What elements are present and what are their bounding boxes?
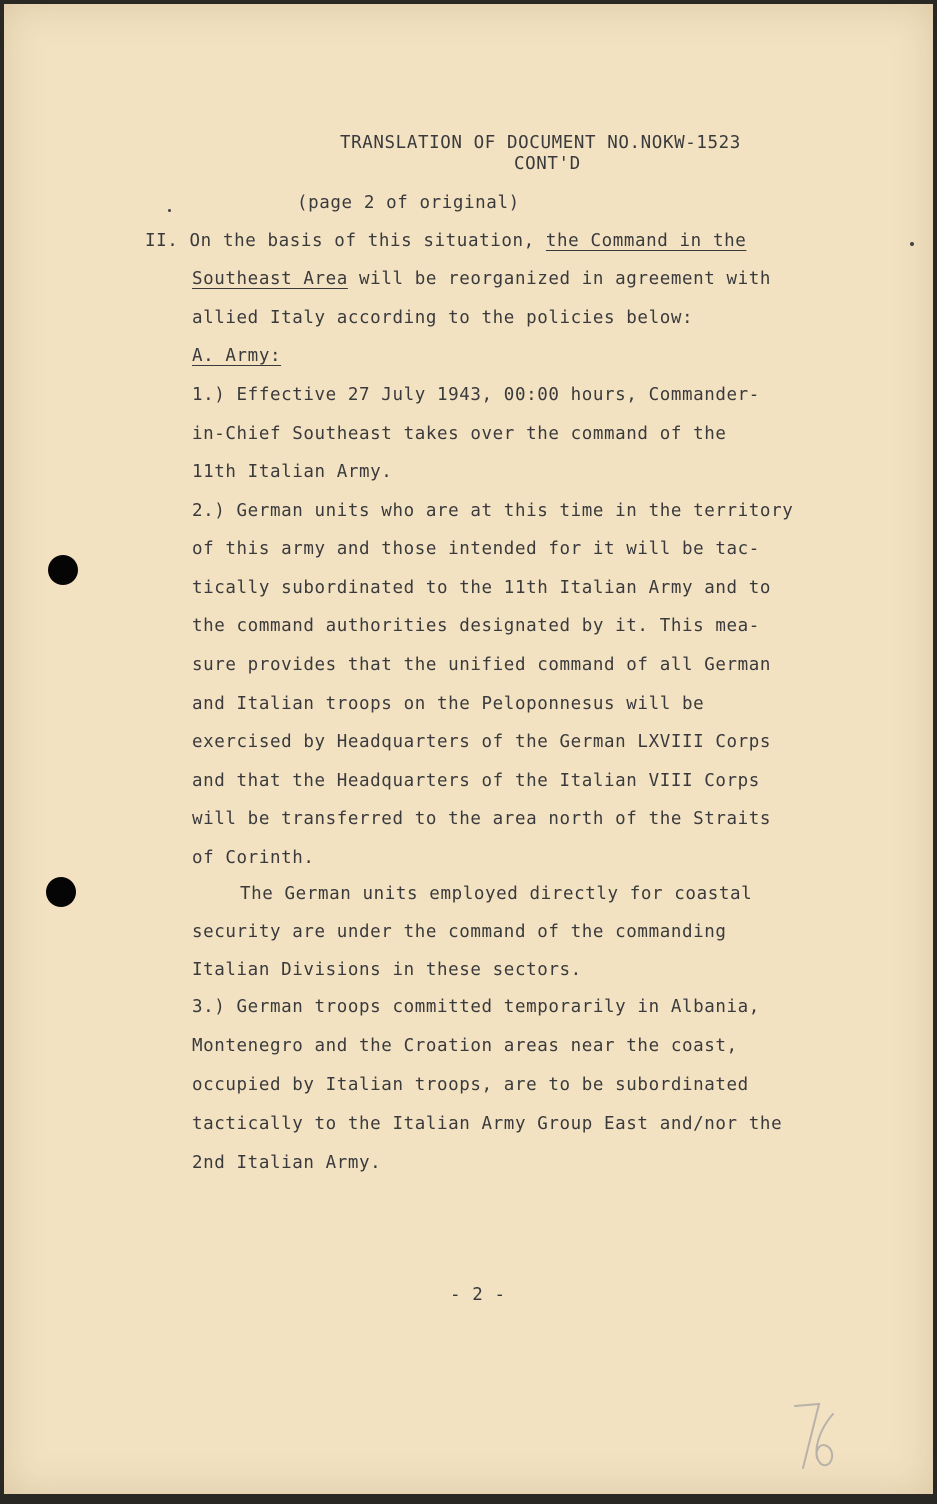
body-line: 2.) German units who are at this time in the territory [192, 501, 794, 521]
underlined-phrase: Southeast Area [192, 269, 348, 289]
punch-hole [48, 555, 78, 585]
body-line: 11th Italian Army. [192, 462, 393, 482]
body-line: of this army and those intended for it will be tac- [192, 539, 760, 559]
body-line: exercised by Headquarters of the German LXVIII Corps [192, 732, 772, 752]
section-intro-text: II. On the basis of this situation, [145, 231, 546, 251]
page-number: - 2 - [450, 1285, 506, 1305]
section-text: will be reorganized in agreement with [347, 269, 772, 289]
body-line: Montenegro and the Croation areas near the coast, [192, 1036, 738, 1056]
handwritten-page-number [789, 1396, 849, 1476]
body-line: 1.) Effective 27 July 1943, 00:00 hours, Commander- [192, 385, 760, 405]
underlined-phrase: the Command in the [545, 231, 747, 251]
army-heading: A. Army: [192, 346, 282, 366]
ink-speck [168, 209, 171, 212]
body-line: security are under the command of the commanding [192, 922, 727, 942]
body-line: Italian Divisions in these sectors. [192, 960, 582, 980]
body-line: sure provides that the unified command of all German [192, 655, 772, 675]
document-title-continued: CONT'D [514, 154, 581, 174]
document-page [4, 4, 933, 1494]
body-line: in-Chief Southeast takes over the command of the [192, 424, 727, 444]
body-line: occupied by Italian troops, are to be subordinated [192, 1075, 749, 1095]
body-line: tactically to the Italian Army Group East and/nor the [192, 1114, 783, 1134]
punch-hole [46, 877, 76, 907]
section-line: allied Italy according to the policies below: [192, 308, 694, 328]
body-line: The German units employed directly for coastal [240, 884, 753, 904]
section-line [192, 268, 771, 290]
body-line: and that the Headquarters of the Italian VIII Corps [192, 771, 760, 791]
body-line: 3.) German troops committed temporarily in Albania, [192, 997, 760, 1017]
body-line: of Corinth. [192, 848, 315, 868]
ink-speck [910, 242, 914, 246]
body-line: and Italian troops on the Peloponnesus will be [192, 694, 705, 714]
section-line [145, 230, 746, 252]
page-of-original-note: (page 2 of original) [297, 193, 520, 213]
body-line: tically subordinated to the 11th Italian Army and to [192, 578, 772, 598]
body-line: 2nd Italian Army. [192, 1153, 382, 1173]
body-line: will be transferred to the area north of the Straits [192, 809, 772, 829]
body-line: the command authorities designated by it. This mea- [192, 616, 760, 636]
document-title: TRANSLATION OF DOCUMENT NO.NOKW-1523 [340, 133, 741, 153]
